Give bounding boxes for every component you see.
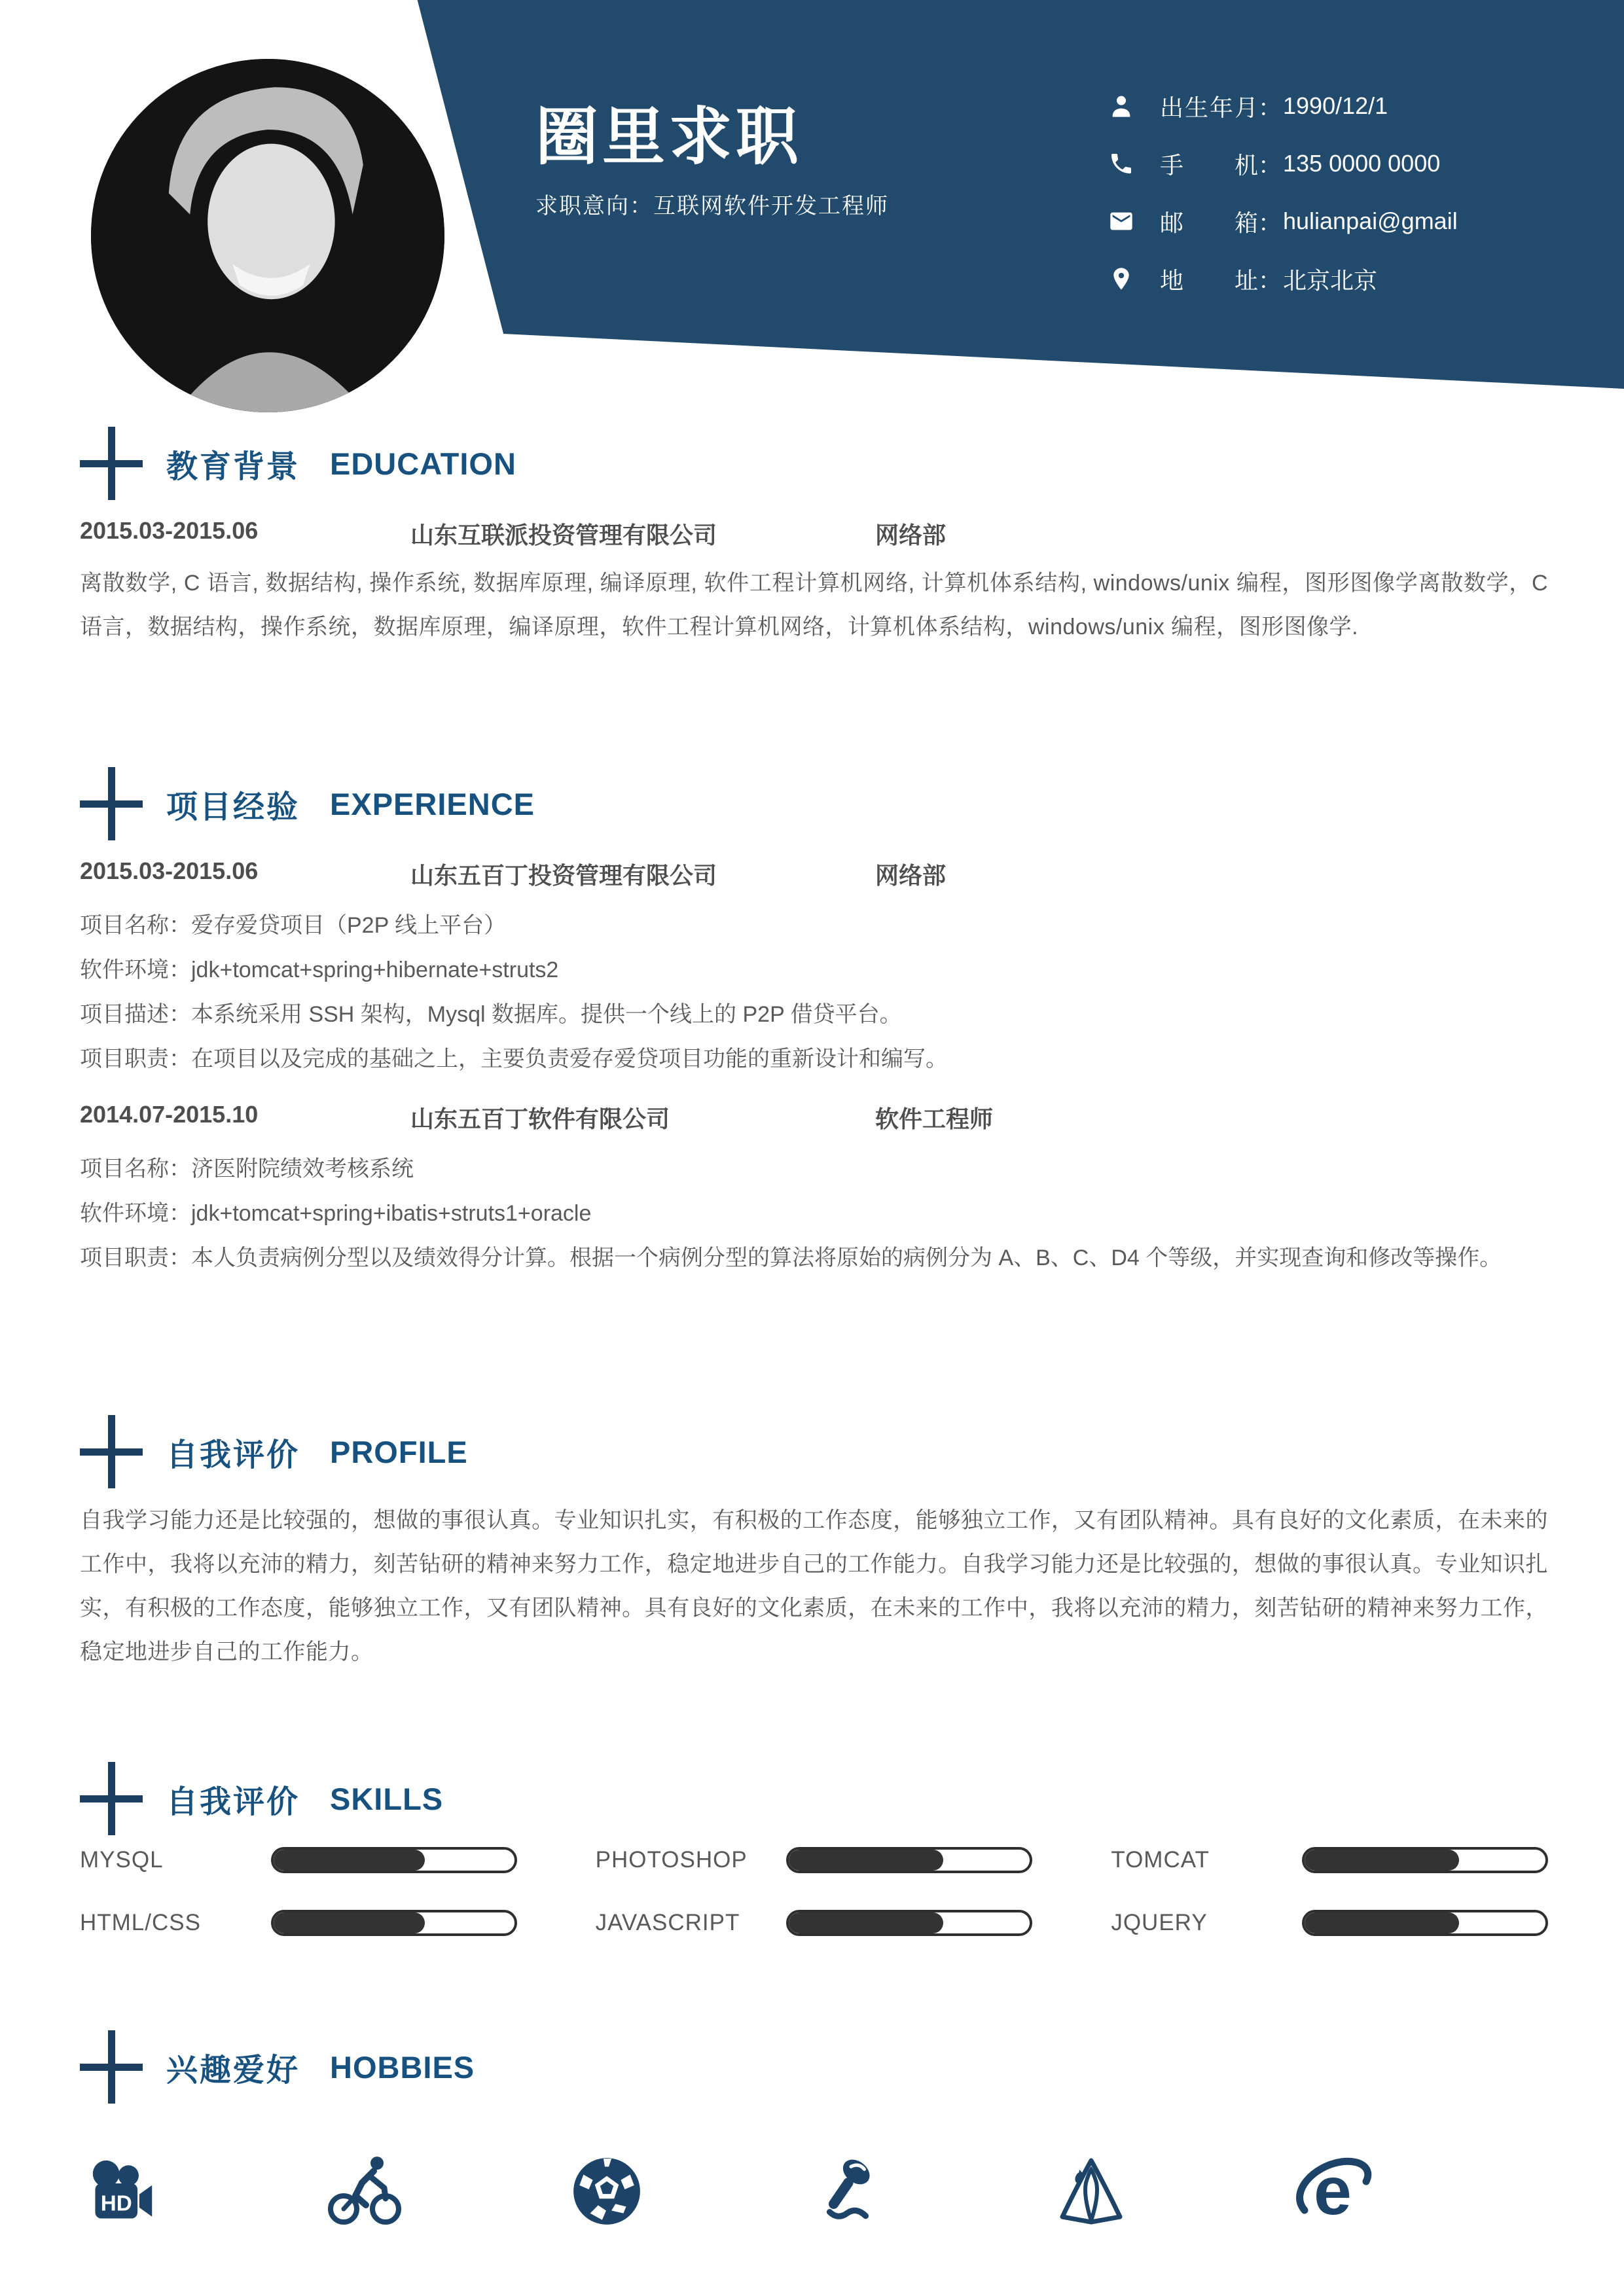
contact-colon: ： (1258, 94, 1282, 121)
contact-label: 地址 (1160, 266, 1258, 294)
contact-value: 135 0000 0000 (1283, 150, 1441, 177)
skill-label: HTML/CSS (80, 1910, 201, 1935)
section-title-en: PROFILE (330, 1434, 468, 1469)
section-title-cn: 自我评价 (166, 1784, 300, 1820)
skill-progress-bar (271, 1847, 517, 1873)
profile-photo (87, 55, 448, 416)
contact-label: 出生年月 (1160, 94, 1258, 121)
portrait-placeholder-image (91, 59, 444, 412)
contact-label: 手机 (1160, 151, 1258, 179)
section-header-profile (80, 1415, 468, 1488)
skill-progress-fill (274, 1912, 425, 1933)
plus-icon (80, 767, 143, 840)
skill-progress-fill (274, 1850, 425, 1871)
skill-item (1111, 1847, 1548, 1873)
project-line: 项目职责：在项目以及完成的基础之上，主要负责爱存爱贷项目功能的重新设计和编写。 (80, 1047, 948, 1071)
skill-item (80, 1910, 517, 1936)
candidate-name: 圈里求职 (535, 102, 803, 172)
contact-row-address (1106, 250, 1458, 308)
phone-icon (1106, 149, 1136, 179)
entry-organization: 山东五百丁投资管理有限公司 (410, 862, 717, 889)
skill-item (596, 1910, 1033, 1936)
skill-label: MYSQL (80, 1847, 164, 1873)
section-title-cn: 自我评价 (166, 1437, 300, 1473)
skill-progress-bar (1302, 1910, 1548, 1936)
contact-row-phone (1106, 135, 1458, 192)
skill-label: JQUERY (1111, 1910, 1208, 1935)
skill-progress-bar (1302, 1847, 1548, 1873)
plus-icon (80, 427, 143, 500)
skill-item (1111, 1910, 1548, 1936)
svg-text:e: e (1314, 2155, 1352, 2228)
section-header-skills (80, 1762, 443, 1835)
section-title-en: EXPERIENCE (330, 786, 535, 821)
svg-text:HD: HD (100, 2191, 132, 2216)
contact-row-birth (1106, 77, 1458, 135)
contact-colon: ： (1258, 209, 1282, 236)
contact-value: 1990/12/1 (1283, 92, 1388, 119)
mail-icon (1106, 206, 1136, 236)
skill-label: TOMCAT (1111, 1847, 1210, 1873)
plus-icon (80, 2030, 143, 2104)
internet-explorer-icon (1291, 2152, 1376, 2231)
skill-progress-bar (271, 1910, 517, 1936)
section-title-cn: 教育背景 (166, 449, 300, 484)
skill-item (80, 1847, 517, 1873)
project-line: 软件环境：jdk+tomcat+spring+hibernate+struts2 (80, 958, 559, 982)
name-block (535, 102, 889, 220)
skill-progress-fill (789, 1850, 943, 1871)
profile-description: 自我学习能力还是比较强的，想做的事很认真。专业知识扎实，有积极的工作态度，能够独立工作，又有团队精神。具有良好的文化素质，在未来的工作中，我将以充沛的精力，刻苦钻研的精神来努力工作，稳定地进步自己的工作能力。自我学习能力还是比较强的，想做的事很认真。专业知识扎实，有积极的工作态度，能够独立工作，又有团队精神。具有良好的文化素质，在未来的工作中，我将以充沛的精力，刻苦钻研的精神来努力工作，稳定地进步自己的工作能力。 (80, 1508, 1548, 1664)
skill-progress-fill (1305, 1850, 1459, 1871)
entry-organization: 山东互联派投资管理有限公司 (410, 522, 717, 548)
section-title-cn: 项目经验 (166, 789, 300, 825)
contact-value: 北京北京 (1283, 266, 1378, 294)
contact-colon: ： (1258, 266, 1282, 294)
section-header-hobbies (80, 2030, 475, 2104)
entry-date: 2015.03-2015.06 (80, 517, 259, 544)
skill-progress-fill (1305, 1912, 1459, 1933)
section-title-en: SKILLS (330, 1781, 444, 1816)
project-line: 项目描述：本系统采用 SSH 架构，Mysql 数据库。提供一个线上的 P2P 借贷平台。 (80, 1002, 902, 1027)
skills-grid (80, 1847, 1548, 1936)
entry-department: 网络部 (875, 522, 947, 548)
section-title-cn: 兴趣爱好 (166, 2053, 300, 2088)
header (0, 0, 1624, 393)
skill-label: JAVASCRIPT (595, 1910, 740, 1935)
contact-value: hulianpai@gmail (1283, 207, 1458, 234)
skill-progress-bar (786, 1910, 1032, 1936)
skill-progress-bar (786, 1847, 1032, 1873)
microphone-icon (806, 2152, 892, 2231)
section-title-en: HOBBIES (330, 2049, 475, 2085)
soccer-icon (564, 2152, 649, 2231)
skill-label: PHOTOSHOP (595, 1847, 748, 1873)
plus-icon (80, 1762, 143, 1835)
section-title-en: EDUCATION (330, 446, 516, 481)
plus-icon (80, 1415, 143, 1488)
job-intent: 求职意向：互联网软件开发工程师 (535, 193, 889, 219)
contact-label: 邮箱 (1160, 209, 1258, 236)
experience-entry-lines (80, 1147, 1548, 1280)
person-icon (1106, 91, 1136, 121)
cycling-icon (322, 2152, 407, 2231)
education-description: 离散数学, C 语言, 数据结构, 操作系统, 数据库原理, 编译原理, 软件工程计算机网络, 计算机体系结构, windows/unix 编程，图形图像学离散数学，C 语言，数据结构，操作系统，数据库原理，编译原理，软件工程计算机网络，计算机体系结构，windows/unix 编程，图形图像学. (80, 571, 1548, 639)
experience-entry-heading (80, 1101, 1548, 1134)
experience-entry-lines (80, 903, 1548, 1081)
video-camera-icon (80, 2152, 165, 2231)
skill-item (596, 1847, 1033, 1873)
hobby-icons-row (80, 2152, 1376, 2231)
project-line: 软件环境：jdk+tomcat+spring+ibatis+struts1+oracle (80, 1201, 592, 1226)
entry-date: 2015.03-2015.06 (80, 857, 259, 884)
project-line: 项目名称：济医附院绩效考核系统 (80, 1157, 414, 1181)
experience-entry-heading (80, 857, 1548, 891)
entry-date: 2014.07-2015.10 (80, 1101, 259, 1128)
contact-row-email (1106, 192, 1458, 250)
entry-organization: 山东五百丁软件有限公司 (410, 1105, 670, 1132)
tent-icon (1049, 2152, 1134, 2231)
contact-list (1106, 77, 1458, 308)
entry-department: 网络部 (875, 862, 947, 889)
entry-department: 软件工程师 (875, 1105, 994, 1132)
location-icon (1106, 264, 1136, 294)
project-line: 项目名称：爱存爱贷项目（P2P 线上平台） (80, 913, 507, 938)
project-line: 项目职责：本人负责病例分型以及绩效得分计算。根据一个病例分型的算法将原始的病例分为 A、B、C、D4 个等级，并实现查询和修改等操作。 (80, 1246, 1502, 1270)
skill-progress-fill (789, 1912, 943, 1933)
contact-colon: ： (1258, 151, 1282, 179)
section-header-education (80, 427, 516, 500)
education-entry-heading (80, 517, 1548, 550)
section-header-experience (80, 767, 535, 840)
